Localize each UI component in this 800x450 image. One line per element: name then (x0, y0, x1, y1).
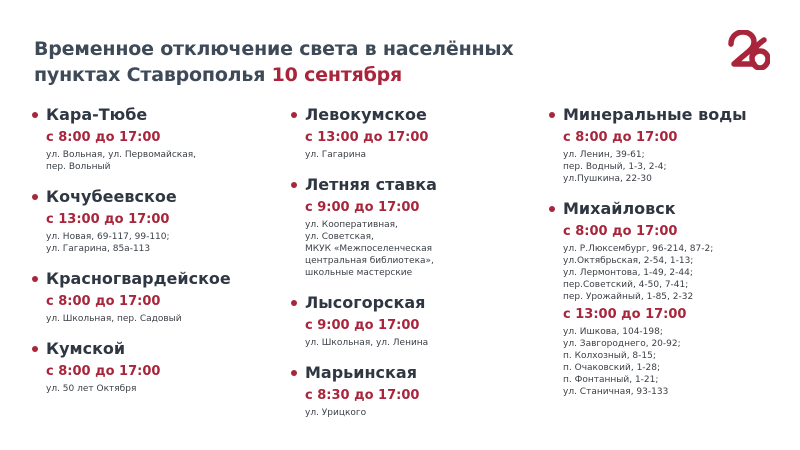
place-name: Кочубеевское (30, 186, 270, 208)
outage-slot (289, 129, 529, 161)
place-block (547, 198, 787, 398)
outage-time: с 8:30 до 17:00 (305, 388, 420, 403)
street-list: ул. 50 лет Октября (46, 384, 137, 394)
street-list: ул. Р.Люксембург, 96-214, 87-2; ул.Октябрьская, 2-54, 1-13; ул. Лермонтова, 1-49, 2-44; пер.Советский, 4-50, 7-41; пер. Урожайный, 1-85, 2-32 (563, 244, 714, 302)
street-list: ул. Ленин, 39-61; пер. Водный, 1-3, 2-4; ул.Пушкина, 22-30 (563, 150, 667, 184)
street-list: ул. Вольная, ул. Первомайская, пер. Вольный (46, 150, 197, 172)
outage-time: с 13:00 до 17:00 (46, 212, 170, 227)
street-list: ул. Ишкова, 104-198; ул. Завгороднего, 20-92; п. Колхозный, 8-15; п. Очаковский, 1-28; п. Фонтанный, 1-21; ул. Станичная, 93-133 (563, 327, 681, 397)
place-block (30, 338, 270, 395)
place-name: Летняя ставка (289, 174, 529, 196)
place-block (289, 292, 529, 349)
place-name: Кумской (30, 338, 270, 360)
outage-slot (547, 129, 787, 185)
place-name: Марьинская (289, 362, 529, 384)
column-3 (547, 104, 787, 411)
outage-time: с 9:00 до 17:00 (305, 318, 420, 333)
outage-time: с 8:00 до 17:00 (46, 364, 161, 379)
outage-slot (289, 387, 529, 419)
place-block (30, 268, 270, 325)
title-main: Временное отключение света в населённых пунктах Ставрополья (34, 38, 514, 86)
place-block (547, 104, 787, 185)
street-list: ул. Гагарина (305, 150, 367, 160)
place-name: Красногвардейское (30, 268, 270, 290)
street-list: ул. Школьная, пер. Садовый (46, 314, 182, 324)
outage-slot (547, 223, 787, 303)
column-1 (30, 104, 270, 408)
street-list: ул. Урицкого (305, 408, 367, 418)
outage-slot (289, 317, 529, 349)
place-block (289, 104, 529, 161)
place-block (289, 174, 529, 279)
outage-slot (30, 211, 270, 255)
place-block (30, 104, 270, 173)
outage-time: с 9:00 до 17:00 (305, 200, 420, 215)
place-name: Лысогорская (289, 292, 529, 314)
outage-slot (289, 199, 529, 279)
outage-slot (30, 129, 270, 173)
outage-time: с 13:00 до 17:00 (305, 130, 429, 145)
place-block (30, 186, 270, 255)
column-2 (289, 104, 529, 432)
outage-time: с 13:00 до 17:00 (563, 307, 687, 322)
place-name: Левокумское (289, 104, 529, 126)
place-name: Михайловск (547, 198, 787, 220)
place-name: Кара-Тюбе (30, 104, 270, 126)
logo-26-icon (728, 30, 770, 70)
place-name: Минеральные воды (547, 104, 787, 126)
outage-slot (30, 363, 270, 395)
outage-time: с 8:00 до 17:00 (563, 224, 678, 239)
street-list: ул. Новая, 69-117, 99-110; ул. Гагарина, 85а-113 (46, 232, 170, 254)
place-block (289, 362, 529, 419)
title-date: 10 сентября (271, 64, 403, 86)
outage-time: с 8:00 до 17:00 (563, 130, 678, 145)
outage-time: с 8:00 до 17:00 (46, 294, 161, 309)
outage-slot (547, 306, 787, 398)
outage-time: с 8:00 до 17:00 (46, 130, 161, 145)
outage-slot (30, 293, 270, 325)
street-list: ул. Школьная, ул. Ленина (305, 338, 429, 348)
page-title (34, 36, 594, 88)
street-list: ул. Кооперативная, ул. Советская, МКУК «Межпоселенческая центральная библиотека», школьные мастерские (305, 220, 434, 278)
